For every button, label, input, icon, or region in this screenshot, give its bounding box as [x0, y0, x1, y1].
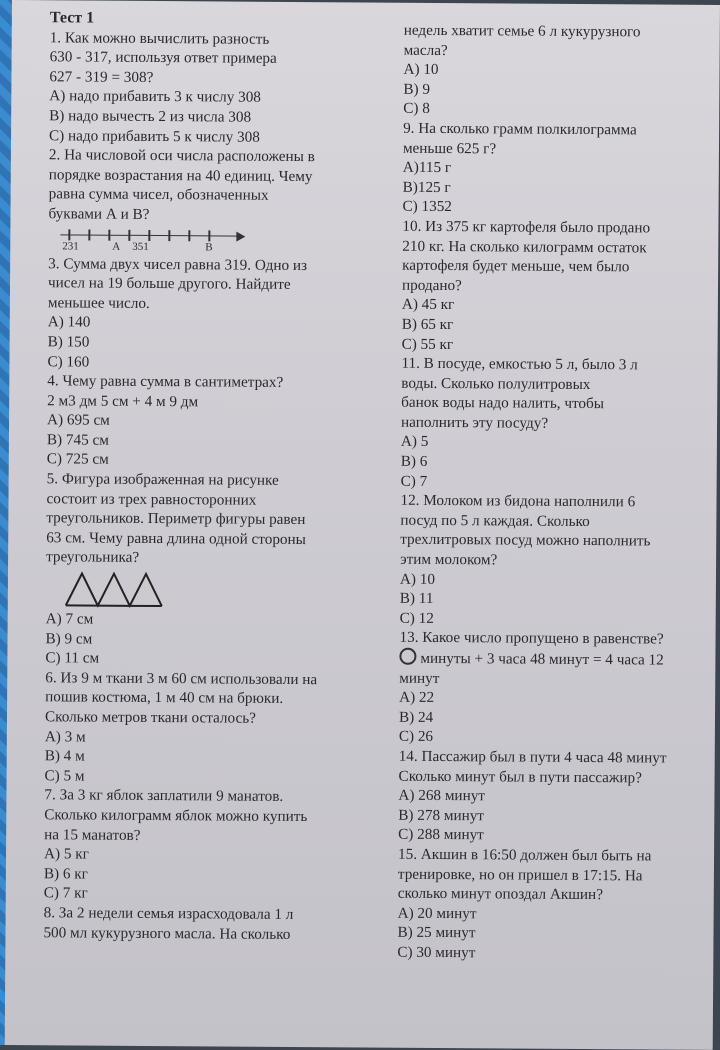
number-line [60, 228, 250, 255]
question-text: 63 см. Чему равна длина одной стороны [46, 529, 306, 548]
answer-option: А) 3 м [44, 727, 86, 746]
answer-option: С) 7 кг [43, 884, 88, 902]
answer-option: В) 25 минут [397, 924, 476, 942]
question-text: 210 кг. На сколько килограмм остаток [402, 237, 647, 256]
answer-option: А) 695 см [47, 411, 110, 429]
question-text: 15. Акшин в 16:50 должен был быть на [397, 845, 652, 865]
label-a: А [112, 240, 121, 253]
question-text: Сколько килограмм яблок можно купить [44, 806, 308, 826]
number-line-axis [60, 234, 240, 237]
label-231: 231 [62, 239, 79, 253]
question-text: воды. Сколько полулитровых [401, 374, 591, 393]
question-text: 11. В посуде, емкостью 5 л, было 3 л [401, 354, 638, 374]
question-text: 13. Какое число пропущено в равенстве? [399, 629, 664, 648]
test-title: Тест 1 [49, 9, 95, 27]
equation-line-2: минут [399, 669, 440, 687]
question-text: 14. Пассажир был в пути 4 часа 48 минут [398, 747, 667, 767]
question-text: треугольников. Периметр фигуры равен [46, 509, 306, 529]
question-text: 627 - 319 = 308? [49, 68, 154, 86]
answer-option: С) 30 минут [397, 943, 476, 962]
number-line-arrow [236, 231, 245, 241]
question-11 [401, 354, 720, 493]
question-5 [45, 469, 376, 670]
tick [88, 229, 90, 240]
answer-option: С) 7 [400, 472, 428, 490]
question-text: масла? [403, 41, 448, 59]
question-text: меньше 625 г? [402, 139, 497, 157]
question-2 [48, 145, 379, 256]
answer-option: А) 20 минут [397, 904, 477, 922]
question-8-continued [403, 21, 720, 121]
question-6 [45, 668, 376, 788]
question-text: на 15 манатов? [44, 825, 141, 844]
tick [208, 230, 210, 241]
answer-option: В) 4 м [44, 747, 85, 765]
triangles-icon [64, 571, 174, 608]
equation-line [399, 648, 719, 671]
answer-option: В)125 г [402, 178, 451, 196]
question-9 [402, 119, 720, 219]
question-text: сколько минут опоздал Акшин? [397, 884, 604, 904]
question-text: пошив костюма, 1 м 40 см на брюки. [45, 688, 284, 708]
question-text: равна сумма чисел, обозначенных [48, 185, 269, 205]
question-13 [399, 628, 720, 749]
answer-option: А) 7 см [45, 610, 94, 628]
answer-option: В) 278 минут [398, 806, 485, 825]
answer-option: В) 6 [400, 452, 428, 470]
answer-option: С) 11 см [45, 649, 100, 667]
answer-option: В) 745 см [46, 431, 109, 449]
answer-option: В) 9 см [45, 629, 93, 648]
question-text: 9. На сколько грамм полкилограмма [403, 119, 637, 139]
question-text: 1. Как можно вычислить разность [49, 28, 270, 48]
tick [108, 229, 110, 240]
question-15 [397, 845, 718, 965]
triangles-figure [64, 571, 376, 609]
question-14 [398, 747, 719, 847]
question-text: 12. Молоком из бидона наполнили 6 [400, 491, 636, 511]
equation-text: минуты + 3 часа 48 минут = 4 часа 12 [420, 649, 664, 669]
answer-option: В) 11 [399, 589, 434, 608]
blank-circle-icon [399, 648, 416, 665]
tick [68, 229, 70, 240]
question-text: 7. За 3 кг яблок заплатили 9 манатов. [44, 786, 284, 806]
answer-option: А)115 г [402, 158, 452, 177]
question-text: чисел на 19 больше другого. Найдите [47, 274, 291, 294]
question-text: 500 мл кукурузного масла. На сколько [43, 923, 291, 943]
answer-option: А) 5 кг [43, 845, 89, 863]
tick [148, 229, 150, 240]
answer-option: А) 45 кг [401, 296, 455, 314]
answer-option: А) 22 [399, 688, 435, 707]
question-text: продано? [401, 276, 462, 294]
answer-option: А) 10 [403, 60, 439, 79]
right-column [397, 3, 720, 965]
answer-option: С) 55 кг [401, 335, 454, 353]
answer-option: А) 10 [399, 570, 436, 588]
answer-option: А) 268 минут [398, 786, 486, 805]
answer-option: В) 9 [403, 80, 431, 98]
answer-option: А) 5 [400, 433, 429, 451]
question-4 [47, 371, 378, 471]
question-text: банок воды надо налить, чтобы [401, 394, 605, 413]
answer-option: С) 5 м [44, 767, 85, 785]
answer-option: С) 26 [398, 728, 434, 746]
answer-option: С) 160 [47, 352, 90, 371]
question-12 [400, 491, 720, 630]
question-text: 2. На числовой оси числа расположены в [48, 146, 315, 166]
label-351: 351 [132, 240, 149, 253]
question-text: буквами А и В? [48, 205, 150, 223]
question-text: треугольника? [46, 548, 140, 567]
answer-option: В) 24 [398, 708, 434, 726]
question-1 [49, 28, 380, 148]
question-text: 2 м3 дм 5 см + 4 м 9 дм [47, 391, 199, 410]
answer-option: С) 288 минут [398, 826, 484, 844]
answer-option: А) 140 [47, 313, 91, 331]
question-text: 6. Из 9 м ткани 3 м 60 см использовали на [45, 669, 318, 688]
question-text: Сколько метров ткани осталось? [44, 708, 256, 727]
answer-option: С) 1352 [402, 198, 452, 216]
answer-option: В) 150 [47, 333, 90, 351]
tick [168, 230, 170, 241]
answer-option: В) надо вычесть 2 из числа 308 [49, 107, 252, 126]
question-text: этим молоком? [400, 550, 498, 569]
question-text: порядке возрастания на 40 единиц. Чему [48, 166, 313, 185]
answer-option: С) 8 [403, 100, 430, 118]
answer-option: С) надо прибавить 5 к числу 308 [48, 126, 260, 146]
question-text: 8. За 2 недели семья израсходовала 1 л [43, 904, 294, 923]
answer-option: В) 65 кг [401, 315, 454, 333]
question-text: 5. Фигура изображенная на рисунке [46, 470, 279, 489]
question-text: Сколько минут был в пути пассажир? [398, 767, 642, 786]
question-text: картофеля будет меньше, чем было [402, 256, 630, 276]
left-column [43, 0, 380, 944]
question-text: наполнить эту посуду? [401, 413, 549, 432]
question-3 [47, 254, 378, 374]
question-10 [402, 217, 720, 356]
question-text: тренировке, но он пришел в 17:15. На [397, 865, 643, 884]
question-text: посуд по 5 л каждая. Сколько [400, 511, 590, 530]
test-paper [5, 0, 720, 1050]
answer-option: В) 6 кг [43, 864, 88, 883]
label-b: В [205, 240, 213, 253]
question-text: 10. Из 375 кг картофеля было продано [402, 217, 651, 237]
answer-option: А) надо прибавить 3 к числу 308 [49, 87, 261, 107]
question-text: 4. Чему равна сумма в сантиметрах? [47, 372, 284, 391]
question-text: 3. Сумма двух чисел равна 319. Одно из [48, 254, 308, 274]
question-7 [44, 786, 375, 906]
tick [188, 230, 190, 241]
answer-option: С) 725 см [46, 450, 109, 469]
question-text: меньшее число. [47, 293, 150, 312]
question-text: недель хватит семье 6 л кукурузного [403, 21, 641, 41]
question-8 [43, 903, 373, 944]
question-text: состоит из трех равносторонних [46, 489, 257, 509]
answer-option: С) 12 [399, 609, 434, 627]
question-text: трехлитровых посуд можно наполнить [400, 531, 651, 550]
question-text: 630 - 317, используя ответ примера [49, 48, 277, 68]
tick [128, 229, 130, 240]
